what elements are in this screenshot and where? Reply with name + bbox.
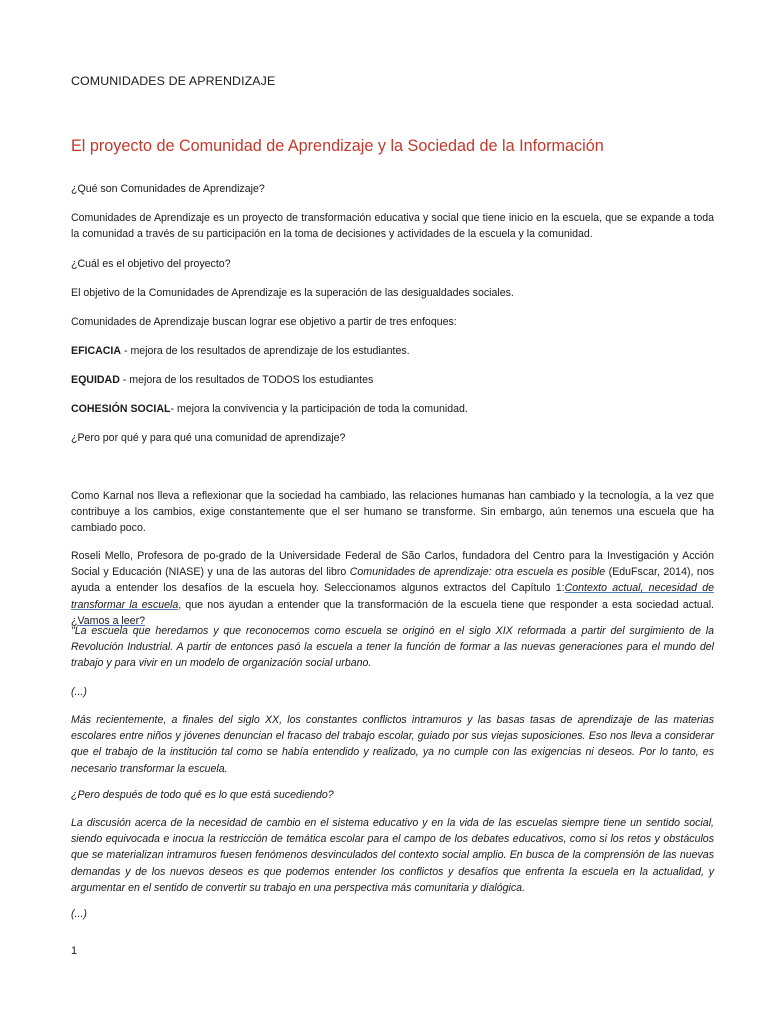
approach-text: - mejora la convivencia y la participación de toda la comunidad.: [170, 403, 468, 415]
text-span: , que nos ayudan a entender que la transformación de la escuela tiene que responder a esta sociedad actual.: [178, 598, 715, 611]
quote-question: ¿Pero después de todo qué es lo que está sucediendo?: [71, 789, 334, 801]
approach-cohesion: [71, 401, 714, 417]
approach-text: - mejora de los resultados de TODOS los estudiantes: [119, 374, 374, 386]
question-why: ¿Pero por qué y para qué una comunidad de aprendizaje?: [71, 432, 346, 444]
lets-read-text: ¿Vamos a leer?: [71, 614, 145, 627]
quote-recent: Más recientemente, a finales del siglo XX, los constantes conflictos intramuros y las basas tasas de aprendizaje de las materias escolares entre niños y jóvenes denuncian el fracaso del trabajo escolar, guiado por sus viejas suposiciones. Eso nos lleva a considerar que el trabajo de la institución tal como se había entendido y realizado, ya no cumple con las exigencias ni deseos. Por lo tanto, es necesario transformar la escuela.: [71, 714, 714, 775]
quote-ellipsis: (...): [71, 686, 87, 698]
document-header: COMUNIDADES DE APRENDIZAJE: [71, 74, 276, 88]
paragraph-mello: [71, 548, 714, 629]
approach-term: EFICACIA: [71, 345, 122, 357]
paragraph-definition: Comunidades de Aprendizaje es un proyecto de transformación educativa y social que tiene inicio en la escuela, que se expande a toda la comunidad a través de su participación en la toma de decisiones y actividades de la escuela y la comunidad.: [71, 212, 714, 241]
chapter-title: Contexto actual, necesidad de transformar la escuela: [71, 582, 714, 611]
quote-ellipsis: (...): [71, 908, 87, 920]
text-span: Roseli Mello, Profesora de po-grado de la Universidade Federal de São Carlos, fundadora del Centro para la Investigación y Acción Social y Educación (NIASE) y una de las autoras del libro: [71, 550, 714, 579]
question-objective: ¿Cuál es el objetivo del proyecto?: [71, 258, 231, 270]
question-what: ¿Qué son Comunidades de Aprendizaje?: [71, 183, 265, 195]
page-number: 1: [71, 945, 78, 957]
approach-term: COHESIÓN SOCIAL: [71, 403, 171, 415]
approach-equity: [71, 372, 714, 388]
paragraph-objective: El objetivo de la Comunidades de Aprendizaje es la superación de las desigualdades sociales.: [71, 287, 514, 299]
paragraph-karnal: Como Karnal nos lleva a reflexionar que la sociedad ha cambiado, las relaciones humanas han cambiado y la tecnología, a la vez que contribuye a los cambios, exige constantemente que el ser humano se transforme. Sin embargo, aún tenemos una escuela que ha cambiado poco.: [71, 490, 714, 535]
approach-efficacy: [71, 343, 714, 359]
approach-term: EQUIDAD: [71, 374, 120, 386]
text-span: (EduFscar, 2014), nos ayuda a entender los desafíos de la escuela hoy. Seleccionamos algunos extractos del Capítulo 1:: [71, 566, 715, 595]
page-title: El proyecto de Comunidad de Aprendizaje y la Sociedad de la Información: [71, 137, 604, 155]
quote-discussion: La discusión acerca de la necesidad de cambio en el sistema educativo y en la vida de las escuelas siempre tiene un sentido social, siendo equivocada e inocua la restricción de temática escolar para el campo de los debates educativos, como si los retos y obstáculos que se materializan intramuros fuesen fenómenos desvinculados del contexto social amplio. En busca de la comprensión de las nuevas demandas y de los nuevos deseos es que podemos entender los conflictos y desafíos que enfrenta la escuela en la actualidad, y argumentar en el sentido de convertir su trabajo en una perspectiva más comunitaria y dialógica.: [71, 817, 714, 894]
quote-history: "La escuela que heredamos y que reconocemos como escuela se originó en el siglo XIX reformada a partir del surgimiento de la Revolución Industrial. A partir de entonces pasó la escuela a tener la función de formar a las nuevas generaciones para el mundo del trabajo y para vivir en un modelo de organización social urbano.: [71, 625, 714, 670]
paragraph-approaches: Comunidades de Aprendizaje buscan lograr ese objetivo a partir de tres enfoques:: [71, 316, 457, 328]
approach-text: - mejora de los resultados de aprendizaje de los estudiantes.: [121, 345, 410, 357]
book-title: Comunidades de aprendizaje: otra escuela es posible: [349, 566, 606, 579]
